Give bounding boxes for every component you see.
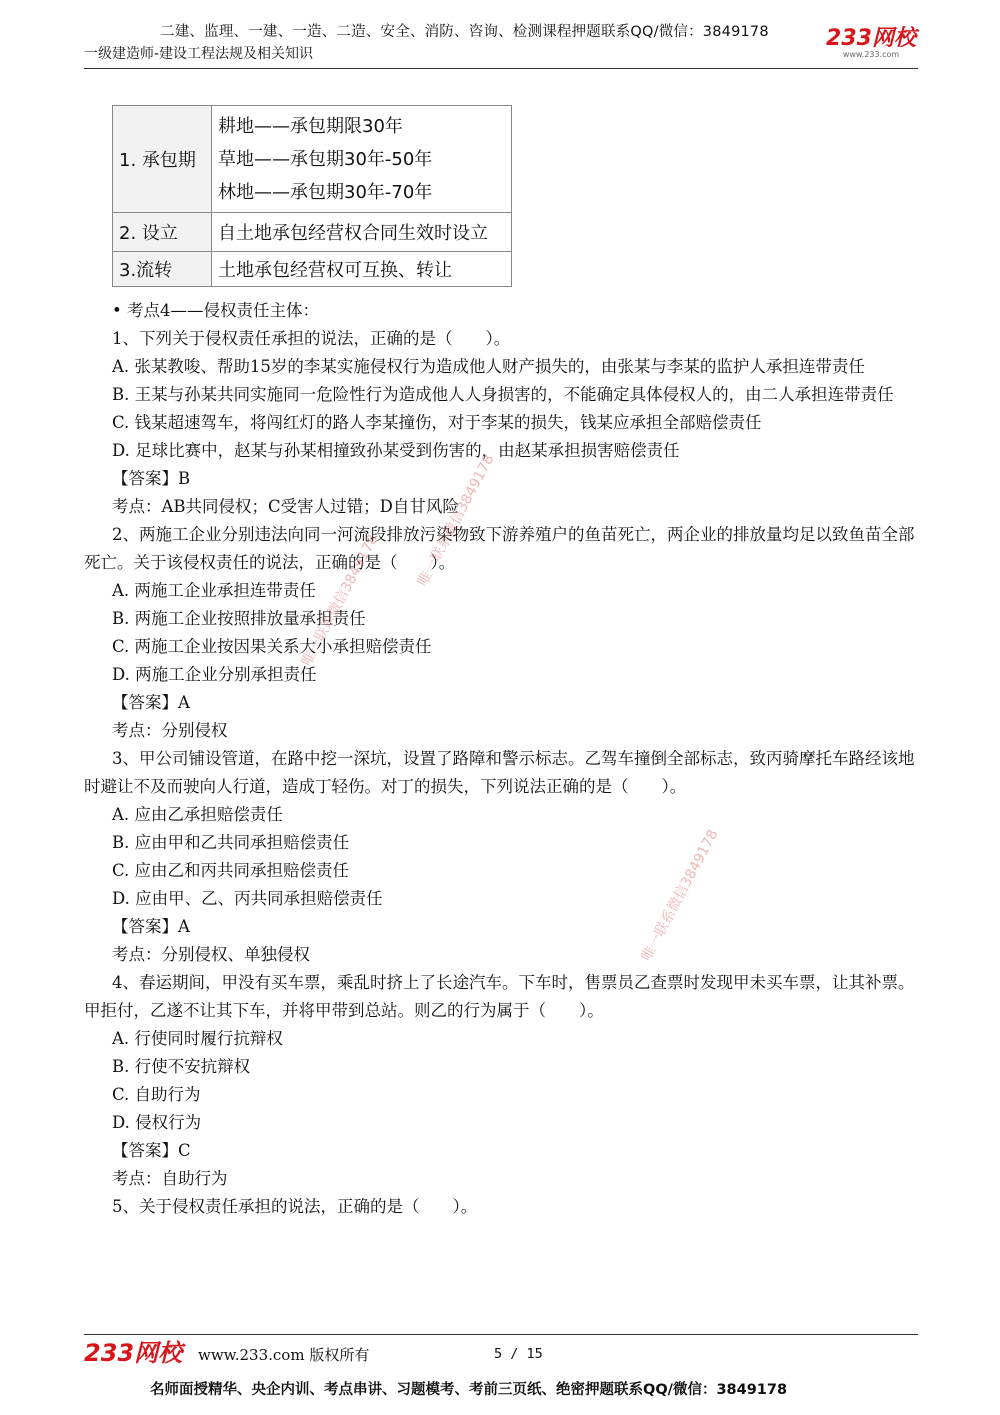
footer-logo: [84, 1340, 182, 1366]
table-row: [113, 252, 512, 287]
table-value-line: 耕地——承包期限30年: [218, 115, 403, 137]
answer-label: 【答案】A: [112, 693, 190, 712]
question-option: C. 应由乙和丙共同承担赔偿责任: [112, 861, 350, 880]
table-label-cell: 1. 承包期: [113, 106, 212, 213]
question-option: B. 王某与孙某共同实施同一危险性行为造成他人人身损害的，不能确定具体侵权人的，由二人承担连带责任: [112, 385, 894, 404]
question-option: D. 两施工企业分别承担责任: [112, 665, 317, 684]
land-contract-table: [112, 105, 512, 287]
footer-divider: [84, 1334, 918, 1335]
answer-label: 【答案】A: [112, 917, 190, 936]
question-option: C. 钱某超速驾车，将闯红灯的路人李某撞伤，对于李某的损失，钱某应承担全部赔偿责任: [112, 413, 762, 432]
question-2: [84, 521, 930, 745]
answer-note: 考点：自助行为: [112, 1169, 228, 1188]
watermark: 唯一联系微信3849178: [414, 452, 498, 589]
answer-note: 考点：AB共同侵权；C受害人过错；D自甘风险: [112, 497, 459, 516]
footer-copyright: www.233.com 版权所有: [198, 1346, 370, 1364]
footer-ad: 名师面授精华、央企内训、考点串讲、习题模考、考前三页纸、绝密押题联系QQ/微信：3849178: [150, 1382, 788, 1398]
answer-note: 考点：分别侵权: [112, 721, 228, 740]
header-logo-text: 233网校: [826, 26, 916, 51]
question-option: D. 应由甲、乙、丙共同承担赔偿责任: [112, 889, 383, 908]
table-row: [113, 106, 512, 213]
question-3: [84, 745, 930, 969]
question-option: C. 两施工企业按因果关系大小承担赔偿责任: [112, 637, 432, 656]
page-number: 5 / 15: [494, 1346, 543, 1362]
answer-label: 【答案】B: [112, 469, 191, 488]
answer-note: 考点：分别侵权、单独侵权: [112, 945, 310, 964]
header-divider: [84, 68, 918, 69]
answer-label: 【答案】C: [112, 1141, 191, 1160]
header-logo-url: www.233.com: [842, 50, 900, 59]
table-row: [113, 213, 512, 252]
question-stem: 1、下列关于侵权责任承担的说法，正确的是（ ）。: [112, 329, 511, 348]
question-option: B. 应由甲和乙共同承担赔偿责任: [112, 833, 350, 852]
watermark: 唯一联系微信3849178: [638, 827, 722, 964]
question-option: A. 两施工企业承担连带责任: [112, 581, 316, 600]
question-option: A. 应由乙承担赔偿责任: [112, 805, 283, 824]
document-subtitle: 一级建造师-建设工程法规及相关知识: [84, 46, 314, 62]
question-option: D. 侵权行为: [112, 1113, 202, 1132]
header-banner: 二建、监理、一建、一造、二造、安全、消防、咨询、检测课程押题联系QQ/微信：3849178: [160, 24, 769, 40]
table-label-cell: 2. 设立: [113, 213, 212, 252]
footer-logo-text: 233网校: [84, 1339, 183, 1367]
question-option: D. 足球比赛中，赵某与孙某相撞致孙某受到伤害的，由赵某承担损害赔偿责任: [112, 441, 680, 460]
table-value-cell: 土地承包经营权可互换、转让: [212, 252, 512, 287]
table-value-line: 林地——承包期30年-70年: [218, 181, 433, 203]
table-value-cell: [212, 106, 512, 213]
watermark: 唯一联系微信3849178: [298, 532, 382, 669]
document-body: [84, 297, 930, 1221]
question-stem: 5、关于侵权责任承担的说法，正确的是（ ）。: [112, 1197, 478, 1216]
question-stem: 2、两施工企业分别违法向同一河流段排放污染物致下游养殖户的鱼苗死亡，两企业的排放量均足以致鱼苗全部死亡。关于该侵权责任的说法，正确的是（ ）。: [84, 525, 915, 572]
question-option: B. 行使不安抗辩权: [112, 1057, 251, 1076]
question-option: A. 张某教唆、帮助15岁的李某实施侵权行为造成他人财产损失的，由张某与李某的监护人承担连带责任: [112, 357, 865, 376]
question-option: C. 自助行为: [112, 1085, 201, 1104]
table-value-line: 草地——承包期30年-50年: [218, 148, 433, 170]
question-4: [84, 969, 930, 1193]
question-5: [84, 1193, 930, 1221]
question-1: [84, 325, 930, 521]
section-heading: • 考点4——侵权责任主体：: [112, 301, 319, 320]
question-stem: 4、春运期间，甲没有买车票，乘乱时挤上了长途汽车。下车时，售票员乙查票时发现甲未买车票，让其补票。甲拒付，乙遂不让其下车，并将甲带到总站。则乙的行为属于（ ）。: [84, 973, 915, 1020]
table-label-cell: 3.流转: [113, 252, 212, 287]
question-stem: 3、甲公司铺设管道，在路中挖一深坑，设置了路障和警示标志。乙驾车撞倒全部标志，致丙骑摩托车路经该地时避让不及而驶向人行道，造成丁轻伤。对丁的损失，下列说法正确的是（ ）。: [84, 749, 915, 796]
header-logo: [822, 28, 920, 60]
question-option: A. 行使同时履行抗辩权: [112, 1029, 283, 1048]
question-option: B. 两施工企业按照排放量承担责任: [112, 609, 366, 628]
table-value-cell: 自土地承包经营权合同生效时设立: [212, 213, 512, 252]
